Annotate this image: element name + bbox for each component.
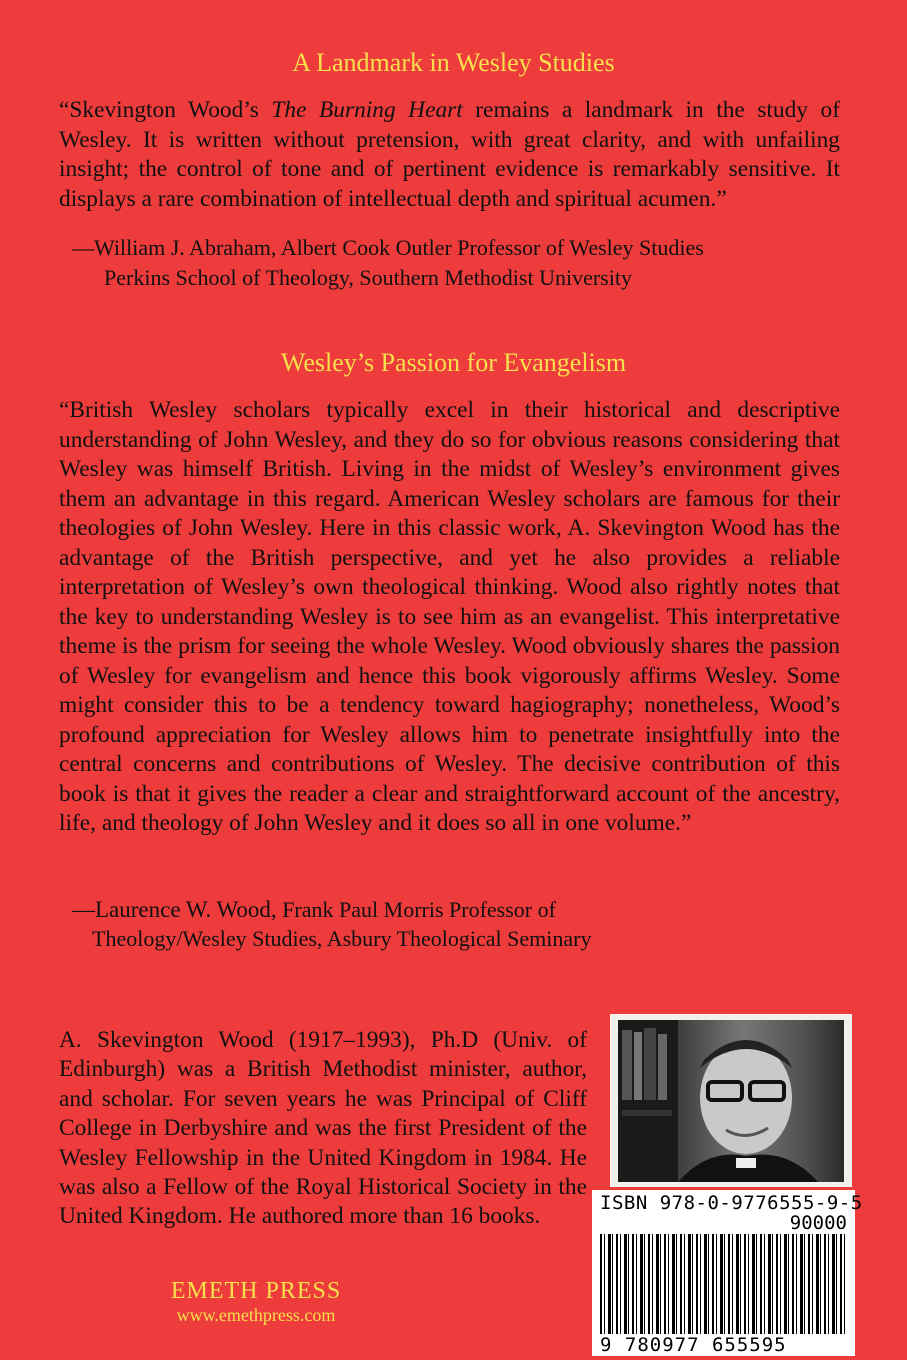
quote-wood: “British Wesley scholars typically excel in their historical and descriptive understanding of John Wesley, and they do so for obvious reasons considering that Wesley was himself British. Living in the midst of Wesley’s environment gives them an advantage in this regard. American Wesley scholars are famous for their theologies of John Wesley. Here in this classic work, A. Skevington Wood has the advantage of the British perspective, and yet he also provides a reliable interpretation of Wesley’s own theological thinking. Wood also rightly notes that the key to understanding Wesley is to see him as an evangelist. This interpretative theme is the prism for seeing the whole Wesley. Wood obviously shares the passion of Wesley for evangelism and hence this book vigorously affirms Wesley. Some might consider this to be a tendency toward hagiography; nonetheless, Wood’s profound appreciation for Wesley allows him to penetrate insightfully into the central concerns and contributions of Wesley. The decisive contribution of this book is that it gives the reader a clear and straightforward account of the ancestry, life, and theology of John Wesley and it does so all in one volume.”	[59, 397, 840, 836]
publisher	[0, 1278, 512, 1326]
barcode-bars	[600, 1234, 847, 1334]
attribution-wood-affiliation: Theology/Wesley Studies, Asbury Theological Seminary	[92, 926, 592, 951]
isbn-barcode	[592, 1190, 863, 1356]
book-title: The Burning Heart	[271, 97, 463, 123]
section-heading-passion: Wesley’s Passion for Evangelism	[280, 348, 627, 377]
barcode-number: 9 780977 655595	[600, 1334, 787, 1356]
author-bio: A. Skevington Wood (1917–1993), Ph.D (Univ. of Edinburgh) was a British Methodist minister, author, and scholar. For seven years he was Principal of Cliff College in Derbyshire and was the first President of the Wesley Fellowship in the United Kingdom in 1984. He was also a Fellow of the Royal Historical Society in the United Kingdom. He authored more than 16 books.	[59, 1027, 587, 1230]
author-photo	[610, 1014, 852, 1187]
isbn-label: ISBN 978-0-9776555-9-5	[600, 1192, 863, 1214]
section-heading-landmark: A Landmark in Wesley Studies	[292, 48, 615, 77]
attribution-abraham-affiliation: Perkins School of Theology, Southern Methodist University	[104, 265, 632, 290]
quote-abraham: “Skevington Wood’s The Burning Heart remains a landmark in the study of Wesley. It is written without pretension, with great clarity, and with unfailing insight; the control of tone and of pertinent evidence is remarkably sensitive. It displays a rare combination of intellectual depth and spiritual acumen.”	[59, 97, 840, 212]
attribution-abraham: —William J. Abraham, Albert Cook Outler Professor of Wesley Studies	[72, 235, 704, 260]
publisher-url: www.emethpress.com	[176, 1305, 336, 1325]
isbn-addon: 90000	[789, 1212, 847, 1234]
publisher-name: EMETH PRESS	[170, 1278, 342, 1304]
attribution-wood: —Laurence W. Wood, Frank Paul Morris Professor of	[72, 897, 556, 922]
